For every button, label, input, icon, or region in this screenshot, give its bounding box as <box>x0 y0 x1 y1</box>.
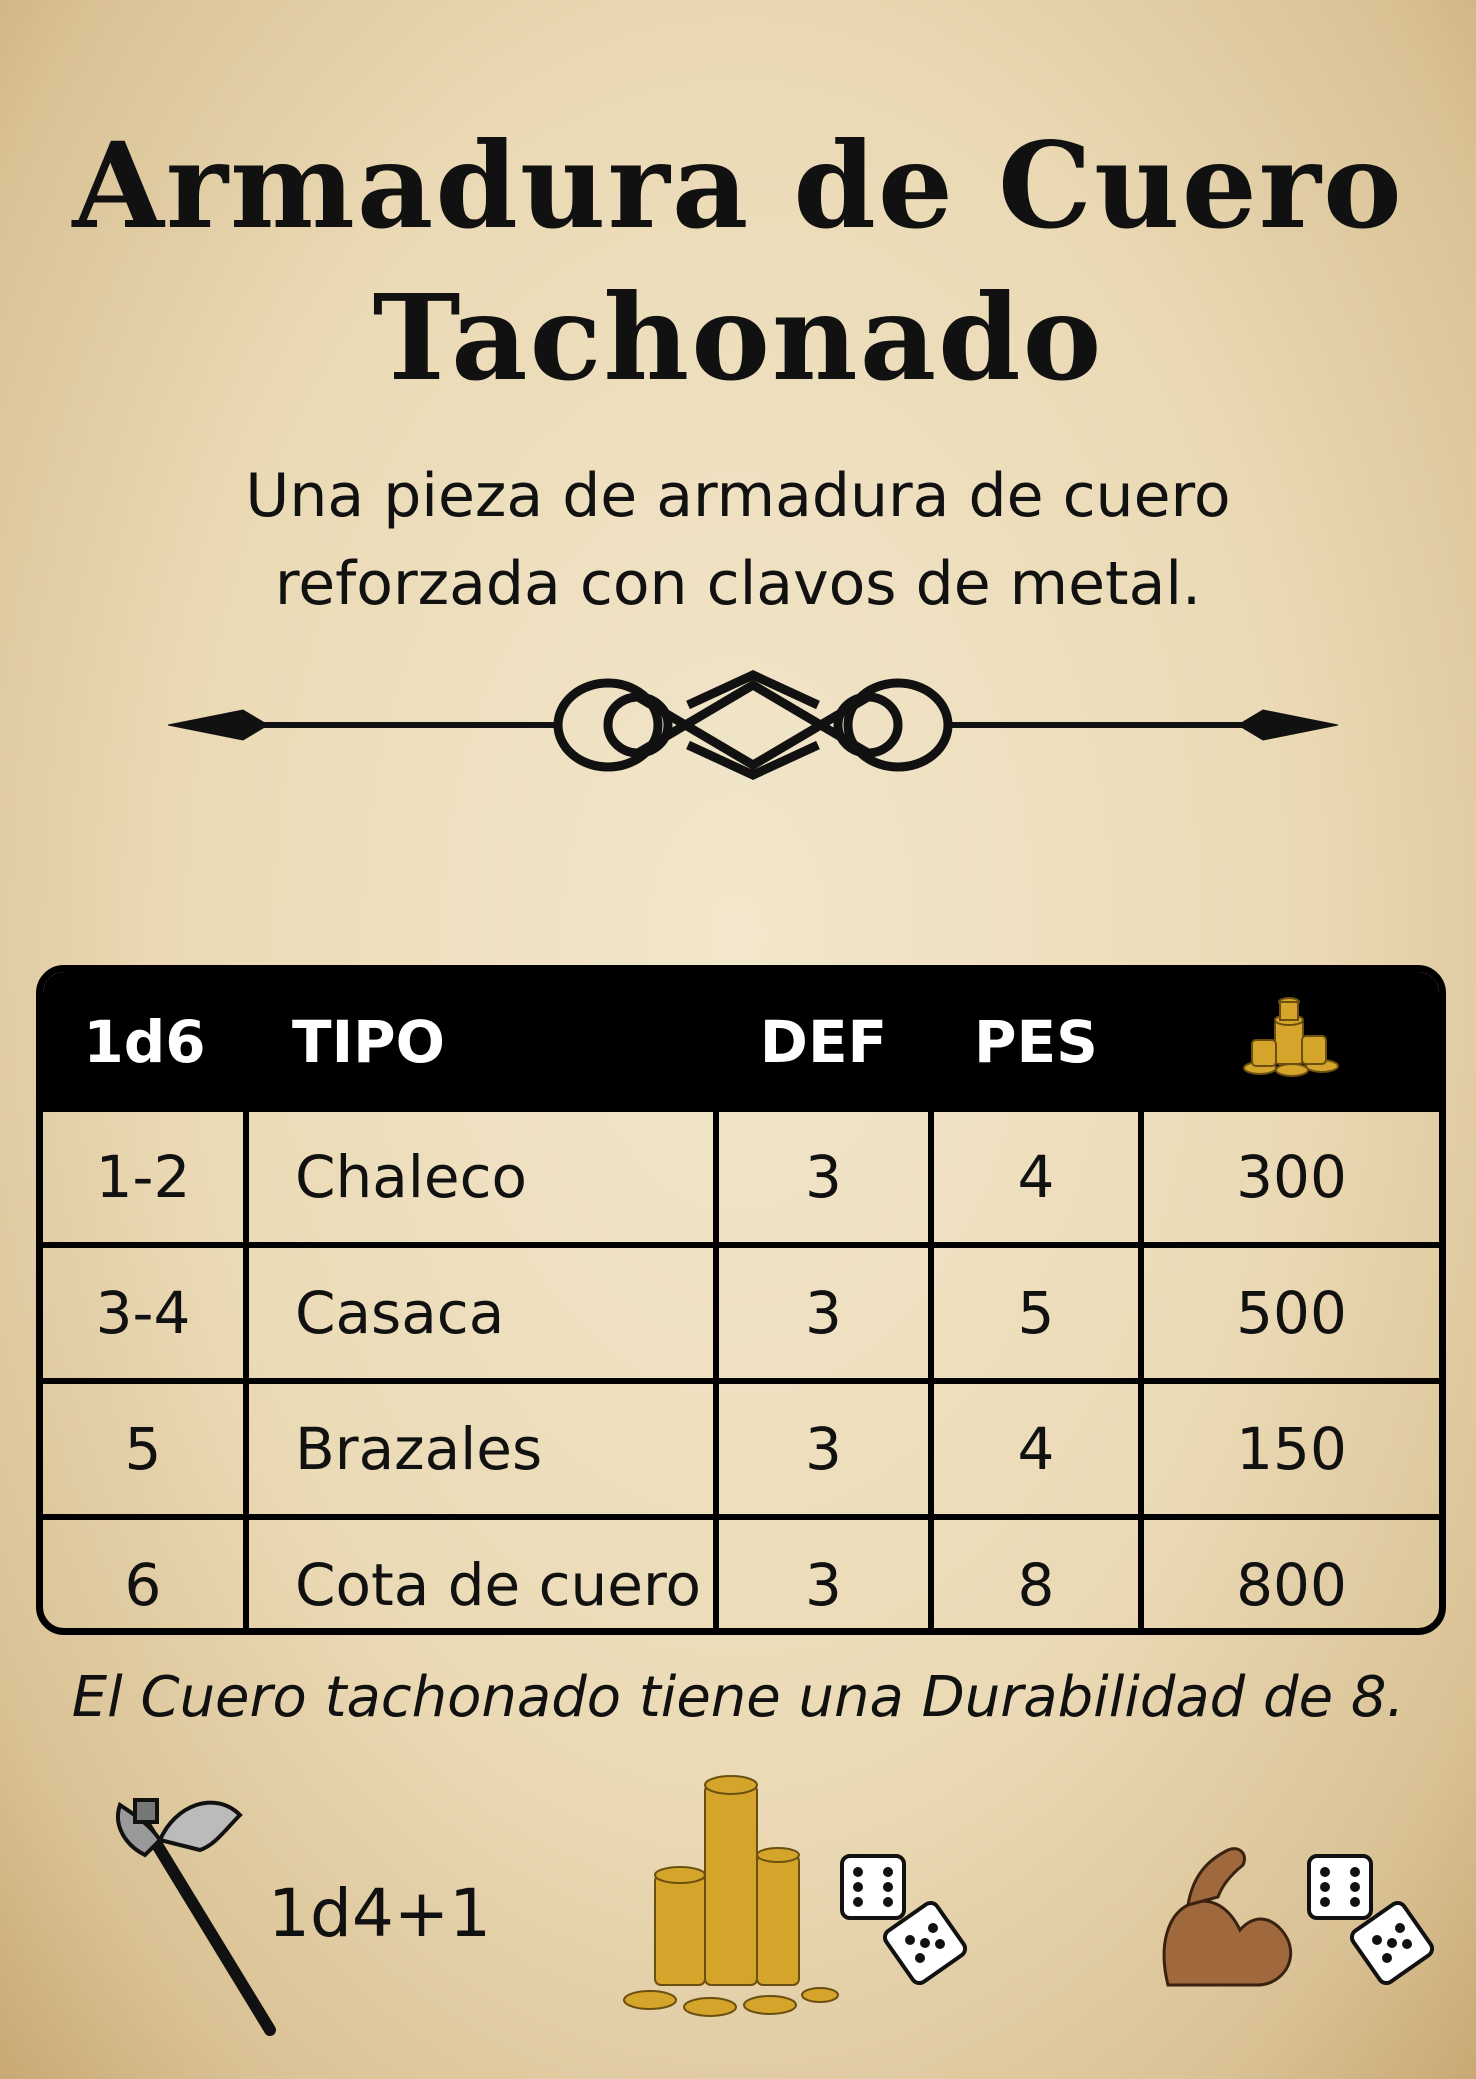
page-title <box>0 110 1476 414</box>
item-description <box>0 452 1476 628</box>
table-row <box>43 1112 1439 1245</box>
description-line-1: Una pieza de armadura de cuero <box>245 461 1231 531</box>
armor-table <box>36 965 1446 1635</box>
title-line-1: Armadura de Cuero <box>72 116 1404 255</box>
cost-cell: 300 <box>1141 1112 1439 1245</box>
gold-coins-icon <box>1230 990 1350 1080</box>
header-def: DEF <box>759 1008 888 1076</box>
header-pes: PES <box>974 1008 1098 1076</box>
header-1d6: 1d6 <box>83 1008 206 1076</box>
type-cell: Chaleco <box>246 1112 716 1245</box>
type-cell: Cota de cuero <box>246 1517 716 1635</box>
roll-cell: 3-4 <box>43 1245 246 1381</box>
type-cell: Brazales <box>246 1381 716 1517</box>
table-row <box>43 1245 1439 1381</box>
roll-cell: 1-2 <box>43 1112 246 1245</box>
damage-value: 1d4+1 <box>268 1875 492 1952</box>
cost-cell: 800 <box>1141 1517 1439 1635</box>
table-row <box>43 1381 1439 1517</box>
weight-cell: 4 <box>931 1381 1141 1517</box>
durability-note: El Cuero tachonado tiene una Durabilidad de 8. <box>71 1665 1405 1730</box>
cost-cell: 500 <box>1141 1245 1439 1381</box>
header-tipo: TIPO <box>292 1008 445 1076</box>
roll-cell: 6 <box>43 1517 246 1635</box>
roll-cell: 5 <box>43 1381 246 1517</box>
weight-cell: 5 <box>931 1245 1141 1381</box>
weight-cell: 8 <box>931 1517 1141 1635</box>
ornamental-divider <box>168 660 1338 790</box>
type-cell: Casaca <box>246 1245 716 1381</box>
gold-coins-icon <box>620 1765 840 2020</box>
battle-axe-icon <box>105 1785 285 2045</box>
weight-cell: 4 <box>931 1112 1141 1245</box>
flexed-arm-icon <box>1148 1835 1313 1995</box>
table-header-row <box>43 972 1439 1112</box>
def-cell: 3 <box>716 1381 931 1517</box>
def-cell: 3 <box>716 1112 931 1245</box>
def-cell: 3 <box>716 1517 931 1635</box>
def-cell: 3 <box>716 1245 931 1381</box>
cost-cell: 150 <box>1141 1381 1439 1517</box>
dice-icon <box>1305 1852 1450 1992</box>
dice-icon <box>838 1852 983 1992</box>
description-line-2: reforzada con clavos de metal. <box>274 549 1202 619</box>
title-line-2: Tachonado <box>372 268 1104 407</box>
header-cost <box>1141 972 1439 1112</box>
table-row <box>43 1517 1439 1635</box>
